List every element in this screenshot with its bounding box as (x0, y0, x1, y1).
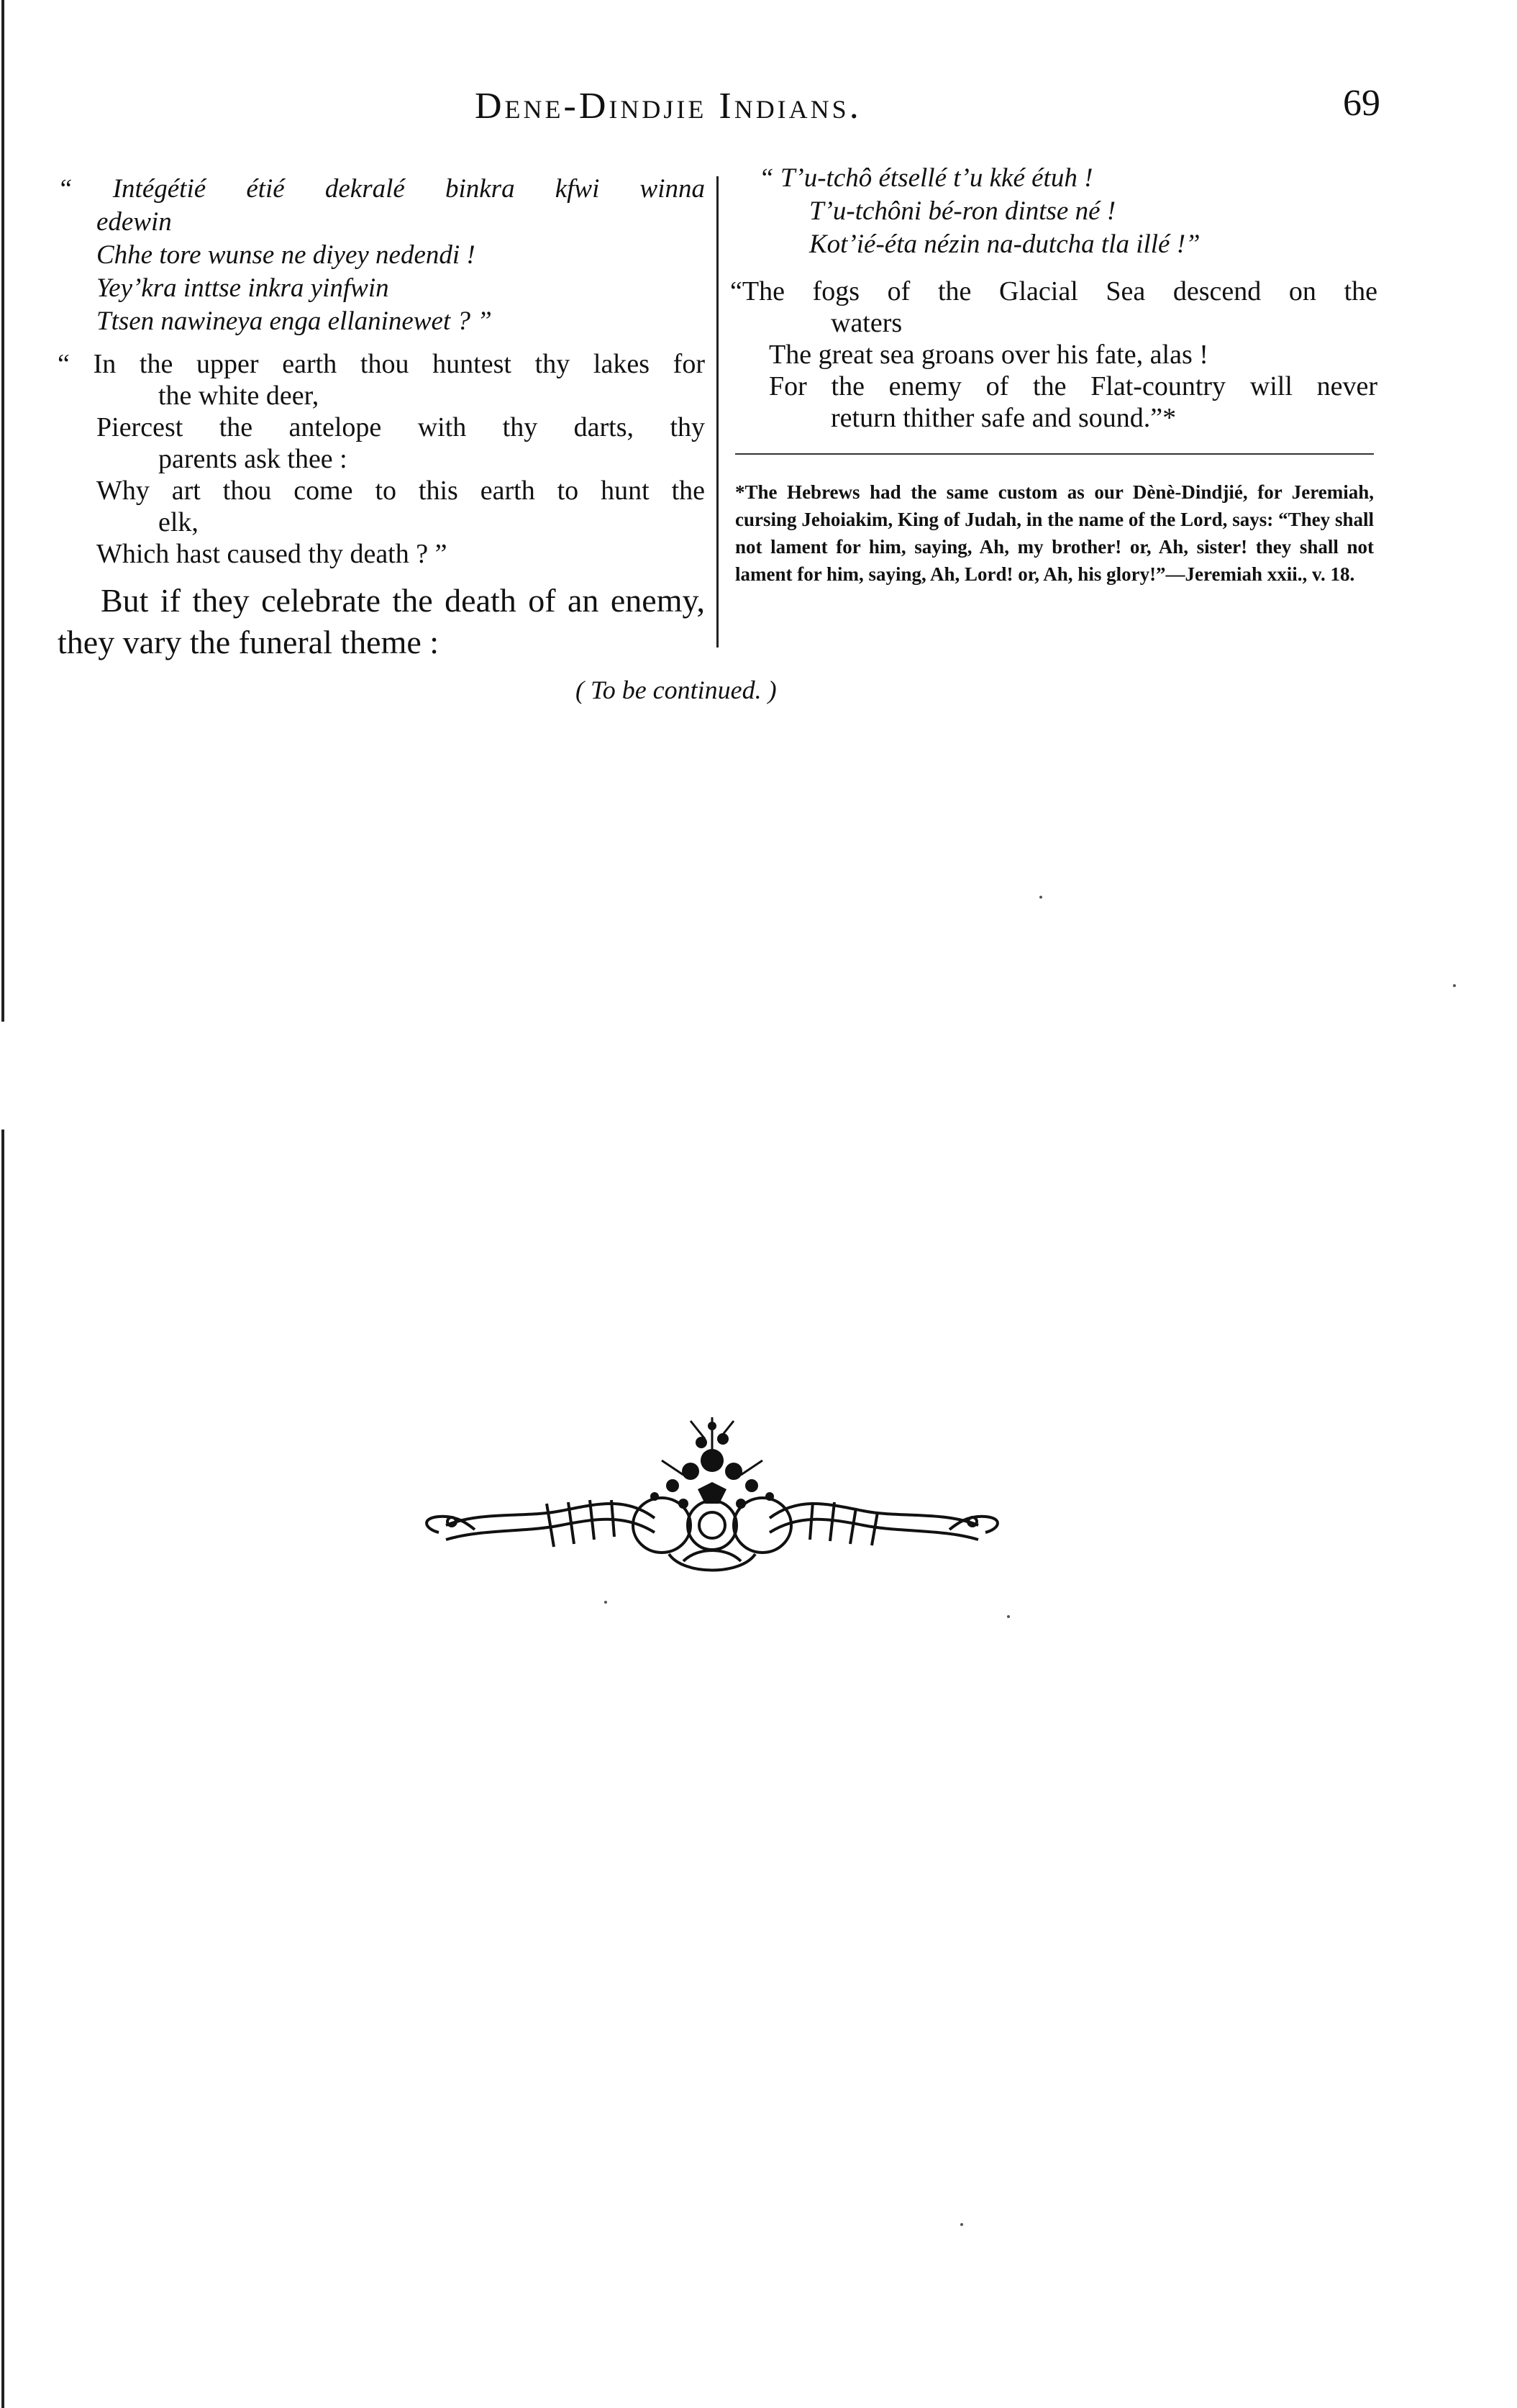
native-verse-stanza (58, 173, 705, 338)
scan-speck (960, 2223, 963, 2226)
verse-line: T’u-tchôni bé-ron dintse né ! (809, 196, 1116, 226)
scan-speck (1039, 896, 1042, 899)
verse-line: “ T’u-tchô étsellé t’u kké étuh ! (759, 163, 1093, 193)
verse-line: For the enemy of the Flat-country will never (769, 371, 1377, 401)
verse-line: The great sea groans over his fate, alas ! (769, 340, 1208, 370)
footnote: *The Hebrews had the same custom as our Dènè-Dindjié, for Jeremiah, cursing Jehoiakim, King of Judah, in the name of the Lord, says: “They shall not lament for him, saying, Ah, my brother! or, Ah, sister! they shall not lament for him, saying, Ah, Lord! or, Ah, his glory!”—Jeremiah xxii., v. 18. (735, 481, 1374, 585)
scan-speck (1453, 984, 1456, 987)
translation-verse-stanza (730, 276, 1377, 434)
body-paragraph: But if they celebrate the death of an enemy, they vary the funeral theme : (58, 582, 705, 660)
column-divider (716, 176, 719, 648)
scan-edge-gap (0, 1022, 6, 1130)
verse-line: Kot’ié-éta nézin na-dutcha tla illé !” (809, 230, 1201, 259)
verse-line: edewin (96, 207, 172, 237)
scan-edge-line (1, 0, 4, 2408)
verse-line: Piercest the antelope with thy darts, thy (96, 412, 705, 442)
scan-speck (1007, 1615, 1010, 1618)
continuation-note: ( To be continued. ) (575, 676, 777, 704)
verse-line: the white deer, (158, 381, 319, 411)
left-column (58, 173, 705, 663)
verse-line: “ Intégétié étié dekralé binkra kfwi winna (58, 174, 705, 204)
native-verse-stanza (730, 162, 1377, 261)
verse-line: elk, (158, 507, 199, 537)
running-head: Dene-Dindjie Indians. (475, 86, 862, 127)
footnote-rule (735, 453, 1374, 455)
translation-verse-stanza (58, 348, 705, 570)
verse-line: Ttsen nawineya enga ellaninewet ? ” (96, 306, 492, 336)
verse-line: parents ask thee : (158, 444, 347, 474)
verse-line: return thither safe and sound.”* (831, 403, 1177, 433)
verse-line: Chhe tore wunse ne diyey nedendi ! (96, 240, 475, 270)
page-number: 69 (1343, 83, 1380, 124)
verse-line: waters (831, 308, 903, 338)
verse-line: Which hast caused thy death ? ” (96, 539, 447, 569)
verse-line: Yey’kra inttse inkra yinfwin (96, 273, 389, 303)
page-header (0, 79, 1517, 137)
verse-line: Why art thou come to this earth to hunt the (96, 476, 705, 506)
floral-scroll-tailpiece-icon (424, 1410, 1000, 1583)
scan-speck (604, 1601, 607, 1604)
verse-line: “ In the upper earth thou huntest thy lakes for (58, 349, 705, 379)
right-column (730, 162, 1377, 444)
verse-line: “The fogs of the Glacial Sea descend on the (730, 276, 1377, 306)
